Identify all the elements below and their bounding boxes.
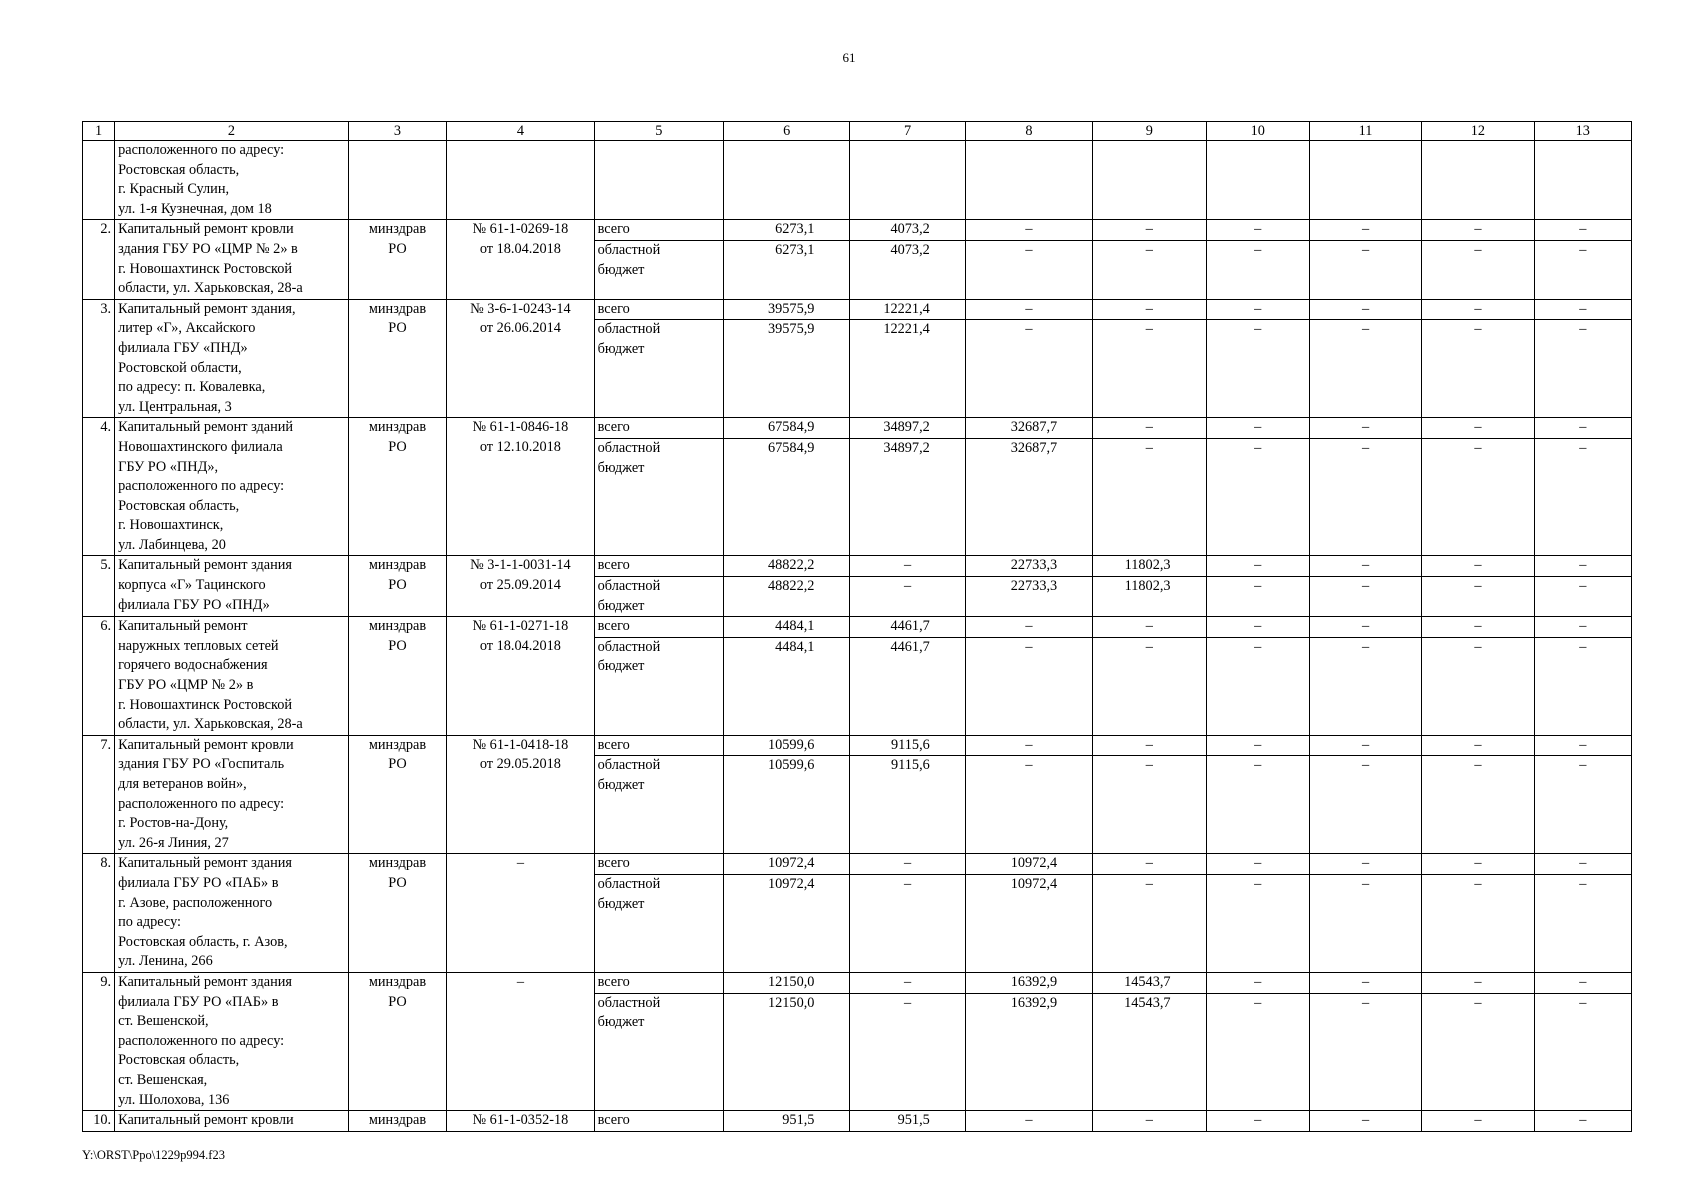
dash-cell: – [965, 299, 1092, 320]
dash-cell: – [1206, 220, 1309, 241]
dash-cell: – [850, 854, 965, 875]
dash-cell: – [1206, 240, 1309, 299]
dash-cell: – [1206, 556, 1309, 577]
dash-cell: – [1309, 1111, 1421, 1132]
dash-cell: – [1309, 874, 1421, 972]
empty-cell [1534, 141, 1631, 220]
value-cell: 4484,1 [724, 617, 850, 638]
value-cell: 22733,3 [965, 577, 1092, 617]
object-name-cell: Капитальный ремонт здания корпуса «Г» Тацинского филиала ГБУ РО «ПНД» [115, 556, 349, 617]
dash-cell: – [1534, 756, 1631, 854]
value-cell: 48822,2 [724, 577, 850, 617]
value-cell: 11802,3 [1093, 577, 1206, 617]
object-name-cell: Капитальный ремонт здания филиала ГБУ РО «ПАБ» в г. Азове, расположенного по адресу: Ростовская область, г. Азов, ул. Ленина, 266 [115, 854, 349, 973]
organization-cell: минздрав [348, 1111, 446, 1132]
document-cell: № 61-1-0271-18 от 18.04.2018 [447, 617, 594, 736]
dash-cell: – [1206, 320, 1309, 418]
dash-cell: – [1422, 320, 1534, 418]
dash-cell: – [1422, 418, 1534, 439]
dash-cell: – [1422, 577, 1534, 617]
object-name-cell: Капитальный ремонт наружных тепловых сетей горячего водоснабжения ГБУ РО «ЦМР № 2» в г. Новошахтинск Ростовской области, ул. Харьковская, 28-а [115, 617, 349, 736]
organization-cell: минздрав РО [348, 556, 446, 617]
value-cell: 67584,9 [724, 418, 850, 439]
funding-source-cell: областной бюджет [594, 320, 723, 418]
dash-cell: – [1309, 577, 1421, 617]
column-number-cell: 5 [594, 122, 723, 141]
table-row [83, 141, 1632, 220]
column-number-cell: 3 [348, 122, 446, 141]
document-cell: № 3-1-1-0031-14 от 25.09.2014 [447, 556, 594, 617]
dash-cell: – [1206, 874, 1309, 972]
dash-cell: – [1309, 993, 1421, 1111]
dash-cell: – [1093, 1111, 1206, 1132]
dash-cell: – [1534, 320, 1631, 418]
dash-cell: – [1534, 556, 1631, 577]
funding-source-cell: всего [594, 972, 723, 993]
column-number-cell: 11 [1309, 122, 1421, 141]
empty-cell [447, 141, 594, 220]
dash-cell: – [1534, 993, 1631, 1111]
empty-cell [1093, 141, 1206, 220]
document-cell: № 3-6-1-0243-14 от 26.06.2014 [447, 299, 594, 418]
dash-cell: – [1093, 735, 1206, 756]
row-number-cell: 7. [83, 735, 115, 854]
table-row [83, 1111, 1632, 1132]
dash-cell: – [1206, 993, 1309, 1111]
value-cell: 10972,4 [724, 854, 850, 875]
dash-cell: – [965, 220, 1092, 241]
object-name-cell: Капитальный ремонт здания, литер «Г», Аксайского филиала ГБУ «ПНД» Ростовской области, по адресу: п. Ковалевка, ул. Центральная, 3 [115, 299, 349, 418]
dash-cell: – [1206, 577, 1309, 617]
column-number-cell: 7 [850, 122, 965, 141]
column-number-row [83, 122, 1632, 141]
funding-source-cell: областной бюджет [594, 874, 723, 972]
dash-cell: – [1093, 240, 1206, 299]
object-name-cell: Капитальный ремонт кровли [115, 1111, 349, 1132]
organization-cell: минздрав РО [348, 299, 446, 418]
dash-cell: – [1206, 438, 1309, 556]
funding-source-cell: всего [594, 220, 723, 241]
dash-cell: – [850, 972, 965, 993]
funding-source-cell: всего [594, 854, 723, 875]
row-number-cell: 9. [83, 972, 115, 1110]
dash-cell: – [1422, 756, 1534, 854]
value-cell: 16392,9 [965, 993, 1092, 1111]
value-cell: 14543,7 [1093, 993, 1206, 1111]
column-number-cell: 1 [83, 122, 115, 141]
dash-cell: – [1422, 874, 1534, 972]
table-row [83, 299, 1632, 320]
column-number-cell: 13 [1534, 122, 1631, 141]
value-cell: 10599,6 [724, 735, 850, 756]
dash-cell: – [1422, 854, 1534, 875]
organization-cell: минздрав РО [348, 735, 446, 854]
financing-table [82, 121, 1632, 1132]
column-number-cell: 10 [1206, 122, 1309, 141]
table-row [83, 854, 1632, 875]
dash-cell: – [1534, 240, 1631, 299]
value-cell: 32687,7 [965, 418, 1092, 439]
value-cell: 4461,7 [850, 617, 965, 638]
dash-cell: – [1534, 418, 1631, 439]
dash-cell: – [1422, 617, 1534, 638]
column-number-cell: 9 [1093, 122, 1206, 141]
value-cell: 6273,1 [724, 240, 850, 299]
dash-cell: – [965, 735, 1092, 756]
dash-cell: – [965, 240, 1092, 299]
dash-cell: – [1206, 299, 1309, 320]
dash-cell: – [1422, 735, 1534, 756]
row-number-cell: 10. [83, 1111, 115, 1132]
dash-cell: – [965, 617, 1092, 638]
value-cell: 16392,9 [965, 972, 1092, 993]
dash-cell: – [1534, 874, 1631, 972]
document-cell: – [447, 972, 594, 1110]
column-number-cell: 4 [447, 122, 594, 141]
dash-cell: – [1534, 1111, 1631, 1132]
dash-cell: – [1534, 299, 1631, 320]
dash-cell: – [1309, 556, 1421, 577]
dash-cell: – [1309, 972, 1421, 993]
dash-cell: – [850, 577, 965, 617]
row-number-cell: 2. [83, 220, 115, 299]
dash-cell: – [1093, 617, 1206, 638]
organization-cell: минздрав РО [348, 854, 446, 973]
funding-source-cell: областной бюджет [594, 637, 723, 735]
funding-source-cell: всего [594, 1111, 723, 1132]
dash-cell: – [1422, 993, 1534, 1111]
value-cell: 10599,6 [724, 756, 850, 854]
dash-cell: – [1309, 240, 1421, 299]
organization-cell: минздрав РО [348, 220, 446, 299]
dash-cell: – [1534, 220, 1631, 241]
dash-cell: – [1422, 220, 1534, 241]
dash-cell: – [1093, 874, 1206, 972]
funding-source-cell: всего [594, 556, 723, 577]
empty-cell [1422, 141, 1534, 220]
value-cell: 10972,4 [965, 854, 1092, 875]
dash-cell: – [1309, 756, 1421, 854]
document-cell: – [447, 854, 594, 973]
dash-cell: – [1309, 220, 1421, 241]
dash-cell: – [1534, 972, 1631, 993]
dash-cell: – [850, 874, 965, 972]
dash-cell: – [1093, 854, 1206, 875]
value-cell: 10972,4 [965, 874, 1092, 972]
value-cell: 4073,2 [850, 220, 965, 241]
dash-cell: – [1093, 438, 1206, 556]
row-number-cell: 5. [83, 556, 115, 617]
column-number-cell: 6 [724, 122, 850, 141]
dash-cell: – [1309, 637, 1421, 735]
value-cell: 22733,3 [965, 556, 1092, 577]
dash-cell: – [1309, 735, 1421, 756]
value-cell: 12150,0 [724, 993, 850, 1111]
dash-cell: – [1093, 299, 1206, 320]
empty-cell [965, 141, 1092, 220]
dash-cell: – [965, 1111, 1092, 1132]
value-cell: 4484,1 [724, 637, 850, 735]
funding-source-cell: всего [594, 299, 723, 320]
empty-cell [348, 141, 446, 220]
document-cell: № 61-1-0846-18 от 12.10.2018 [447, 418, 594, 556]
dash-cell: – [1206, 418, 1309, 439]
funding-source-cell: областной бюджет [594, 577, 723, 617]
object-name-cell: Капитальный ремонт кровли здания ГБУ РО «Госпиталь для ветеранов войн», расположенного по адресу: г. Ростов-на-Дону, ул. 26-я Линия, 27 [115, 735, 349, 854]
dash-cell: – [965, 756, 1092, 854]
organization-cell: минздрав РО [348, 617, 446, 736]
empty-cell [594, 141, 723, 220]
object-name-cell: Капитальный ремонт зданий Новошахтинского филиала ГБУ РО «ПНД», расположенного по адресу: Ростовская область, г. Новошахтинск, ул. Лабинцева, 20 [115, 418, 349, 556]
funding-source-cell: областной бюджет [594, 993, 723, 1111]
dash-cell: – [1093, 220, 1206, 241]
dash-cell: – [1093, 418, 1206, 439]
dash-cell: – [1093, 637, 1206, 735]
dash-cell: – [1422, 438, 1534, 556]
value-cell: 951,5 [724, 1111, 850, 1132]
row-number-cell: 4. [83, 418, 115, 556]
value-cell: 39575,9 [724, 299, 850, 320]
value-cell: 10972,4 [724, 874, 850, 972]
column-number-cell: 2 [115, 122, 349, 141]
dash-cell: – [965, 637, 1092, 735]
dash-cell: – [1534, 735, 1631, 756]
dash-cell: – [1309, 617, 1421, 638]
value-cell: 9115,6 [850, 756, 965, 854]
dash-cell: – [1206, 972, 1309, 993]
file-path-footer: Y:\ORST\Ppo\1229p994.f23 [82, 1148, 225, 1162]
value-cell: 4461,7 [850, 637, 965, 735]
empty-cell [1309, 141, 1421, 220]
dash-cell: – [1422, 972, 1534, 993]
value-cell: 11802,3 [1093, 556, 1206, 577]
row-number-cell: 8. [83, 854, 115, 973]
funding-source-cell: областной бюджет [594, 756, 723, 854]
dash-cell: – [1309, 854, 1421, 875]
funding-source-cell: областной бюджет [594, 240, 723, 299]
dash-cell: – [1422, 556, 1534, 577]
dash-cell: – [1534, 637, 1631, 735]
value-cell: 48822,2 [724, 556, 850, 577]
dash-cell: – [1309, 299, 1421, 320]
dash-cell: – [1534, 617, 1631, 638]
value-cell: 34897,2 [850, 418, 965, 439]
document-cell: № 61-1-0269-18 от 18.04.2018 [447, 220, 594, 299]
dash-cell: – [850, 556, 965, 577]
dash-cell: – [1206, 854, 1309, 875]
table-row [83, 418, 1632, 439]
funding-source-cell: всего [594, 418, 723, 439]
dash-cell: – [1206, 617, 1309, 638]
dash-cell: – [1093, 756, 1206, 854]
table-row [83, 617, 1632, 638]
value-cell: 9115,6 [850, 735, 965, 756]
dash-cell: – [850, 993, 965, 1111]
table-row [83, 220, 1632, 241]
table-row [83, 735, 1632, 756]
value-cell: 14543,7 [1093, 972, 1206, 993]
dash-cell: – [1534, 854, 1631, 875]
value-cell: 12221,4 [850, 320, 965, 418]
dash-cell: – [1309, 320, 1421, 418]
empty-cell [724, 141, 850, 220]
empty-cell [1206, 141, 1309, 220]
row-number-cell: 3. [83, 299, 115, 418]
dash-cell: – [1206, 756, 1309, 854]
funding-source-cell: всего [594, 617, 723, 638]
value-cell: 32687,7 [965, 438, 1092, 556]
column-number-cell: 12 [1422, 122, 1534, 141]
value-cell: 12221,4 [850, 299, 965, 320]
row-number-cell: 6. [83, 617, 115, 736]
dash-cell: – [1206, 637, 1309, 735]
dash-cell: – [1422, 637, 1534, 735]
dash-cell: – [1422, 240, 1534, 299]
document-cell: № 61-1-0418-18 от 29.05.2018 [447, 735, 594, 854]
table-row [83, 556, 1632, 577]
dash-cell: – [1309, 438, 1421, 556]
object-name-cell: Капитальный ремонт кровли здания ГБУ РО «ЦМР № 2» в г. Новошахтинск Ростовской области, ул. Харьковская, 28-а [115, 220, 349, 299]
value-cell: 951,5 [850, 1111, 965, 1132]
table-row [83, 972, 1632, 993]
dash-cell: – [965, 320, 1092, 418]
dash-cell: – [1422, 299, 1534, 320]
object-name-cell: Капитальный ремонт здания филиала ГБУ РО «ПАБ» в ст. Вешенской, расположенного по адресу: Ростовская область, ст. Вешенская, ул. Шолохова, 136 [115, 972, 349, 1110]
dash-cell: – [1093, 320, 1206, 418]
empty-cell [850, 141, 965, 220]
page-number: 61 [842, 50, 856, 65]
value-cell: 67584,9 [724, 438, 850, 556]
funding-source-cell: областной бюджет [594, 438, 723, 556]
dash-cell: – [1206, 1111, 1309, 1132]
value-cell: 4073,2 [850, 240, 965, 299]
continuation-text-cell: расположенного по адресу: Ростовская область, г. Красный Сулин, ул. 1-я Кузнечная, дом 18 [115, 141, 349, 220]
organization-cell: минздрав РО [348, 418, 446, 556]
document-cell: № 61-1-0352-18 [447, 1111, 594, 1132]
column-number-cell: 8 [965, 122, 1092, 141]
value-cell: 12150,0 [724, 972, 850, 993]
dash-cell: – [1206, 735, 1309, 756]
dash-cell: – [1422, 1111, 1534, 1132]
value-cell: 34897,2 [850, 438, 965, 556]
dash-cell: – [1309, 418, 1421, 439]
funding-source-cell: всего [594, 735, 723, 756]
value-cell: 6273,1 [724, 220, 850, 241]
organization-cell: минздрав РО [348, 972, 446, 1110]
row-number-cell [83, 141, 115, 220]
dash-cell: – [1534, 577, 1631, 617]
value-cell: 39575,9 [724, 320, 850, 418]
dash-cell: – [1534, 438, 1631, 556]
